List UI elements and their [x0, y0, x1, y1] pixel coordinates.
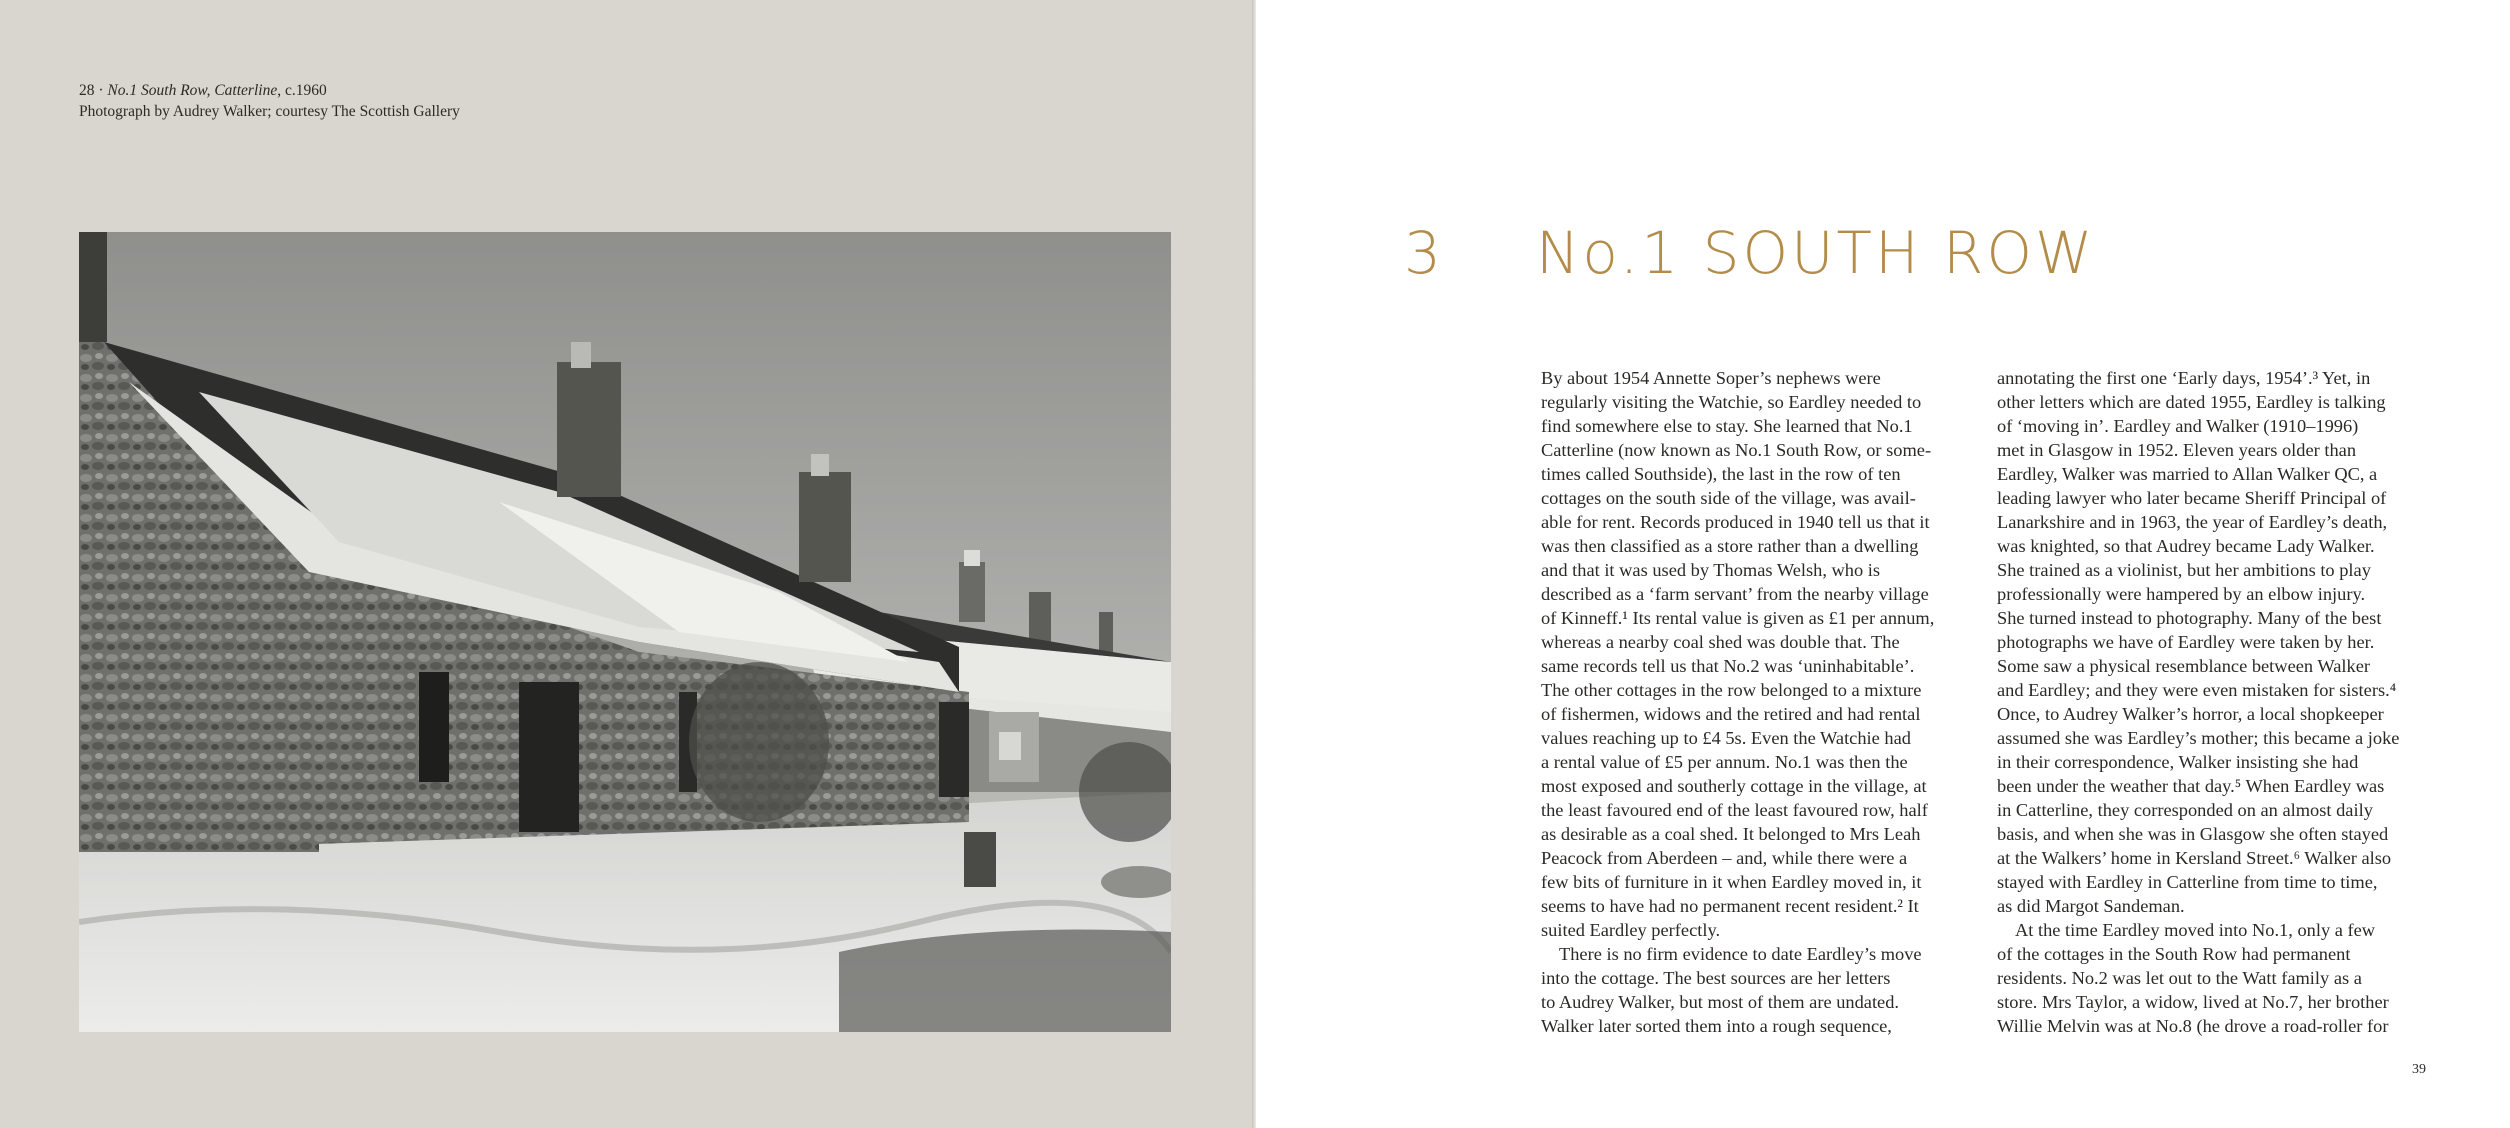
- text-line: in their correspondence, Walker insisting she had: [1997, 752, 2359, 772]
- text-line: photographs we have of Eardley were taken by her.: [1997, 632, 2375, 652]
- text-line: Once, to Audrey Walker’s horror, a local shopkeeper: [1997, 704, 2384, 724]
- text-line: At the time Eardley moved into No.1, only a few: [2015, 920, 2376, 940]
- text-line: cottages on the south side of the village, was avail-: [1541, 488, 1916, 508]
- text-line: of Kinneff.¹ Its rental value is given as £1 per annum,: [1541, 608, 1935, 628]
- text-line: described as a ‘farm servant’ from the nearby village: [1541, 584, 1929, 604]
- text-line: to Audrey Walker, but most of them are undated.: [1541, 992, 1900, 1012]
- text-line: the least favoured end of the least favoured row, half: [1541, 800, 1928, 820]
- text-line: Peacock from Aberdeen – and, while there were a: [1541, 848, 1908, 868]
- caption-title: No.1 South Row, Catterline: [107, 82, 278, 99]
- text-line: of ‘moving in’. Eardley and Walker (1910–1996): [1997, 416, 2359, 436]
- text-line: and Eardley; and they were even mistaken for sisters.⁴: [1997, 680, 2397, 700]
- text-line: basis, and when she was in Glasgow she often stayed: [1997, 824, 2389, 844]
- text-line: Walker later sorted them into a rough sequence,: [1541, 1016, 1892, 1036]
- text-line: was then classified as a store rather than a dwelling: [1541, 536, 1919, 556]
- text-line: into the cottage. The best sources are her letters: [1541, 968, 1891, 988]
- text-line: other letters which are dated 1955, Eardley is talking: [1997, 392, 2386, 412]
- text-line: met in Glasgow in 1952. Eleven years older than: [1997, 440, 2357, 460]
- chapter-title: No.1 SOUTH ROW: [1536, 219, 2096, 287]
- body-column-2: [1997, 366, 2423, 1038]
- text-line: Some saw a physical resemblance between Walker: [1997, 656, 2371, 676]
- body-column-1: [1541, 366, 1967, 1038]
- caption-separator: ·: [98, 82, 104, 99]
- figure-number: 28: [79, 82, 95, 99]
- text-line: store. Mrs Taylor, a widow, lived at No.7, her brother: [1997, 992, 2389, 1012]
- text-line: as did Margot Sandeman.: [1997, 896, 2185, 916]
- text-line: There is no firm evidence to date Eardley’s move: [1559, 944, 1922, 964]
- text-line: at the Walkers’ home in Kersland Street.⁶ Walker also: [1997, 848, 2392, 868]
- text-line: The other cottages in the row belonged to a mixture: [1541, 680, 1922, 700]
- text-line: residents. No.2 was let out to the Watt family as a: [1997, 968, 2362, 988]
- text-line: able for rent. Records produced in 1940 tell us that it: [1541, 512, 1930, 532]
- text-line: been under the weather that day.⁵ When Eardley was: [1997, 776, 2385, 796]
- text-line: same records tell us that No.2 was ‘uninhabitable’.: [1541, 656, 1915, 676]
- text-line: of fishermen, widows and the retired and had rental: [1541, 704, 1921, 724]
- text-line: as desirable as a coal shed. It belonged to Mrs Leah: [1541, 824, 1921, 844]
- text-line: find somewhere else to stay. She learned that No.1: [1541, 416, 1913, 436]
- text-line: annotating the first one ‘Early days, 1954’.³ Yet, in: [1997, 368, 2371, 388]
- text-line: whereas a nearby coal shed was double that. The: [1541, 632, 1900, 652]
- caption-date: , c.1960: [277, 82, 327, 99]
- text-line: regularly visiting the Watchie, so Eardley needed to: [1541, 392, 1922, 412]
- figure-caption: [79, 80, 460, 122]
- text-line: stayed with Eardley in Catterline from time to time,: [1997, 872, 2378, 892]
- left-page: [0, 0, 1252, 1128]
- text-line: Willie Melvin was at No.8 (he drove a road-roller for: [1997, 1016, 2389, 1036]
- text-line: values reaching up to £4 5s. Even the Watchie had: [1541, 728, 1911, 748]
- text-line: assumed she was Eardley’s mother; this became a joke: [1997, 728, 2400, 748]
- text-line: Eardley, Walker was married to Allan Walker QC, a: [1997, 464, 2378, 484]
- cottage-photograph: [79, 232, 1171, 1032]
- text-line: few bits of furniture in it when Eardley moved in, it: [1541, 872, 1922, 892]
- text-line: of the cottages in the South Row had permanent: [1997, 944, 2351, 964]
- caption-title-line: [79, 80, 460, 101]
- text-line: She turned instead to photography. Many of the best: [1997, 608, 2382, 628]
- text-line: times called Southside), the last in the row of ten: [1541, 464, 1901, 484]
- chapter-number: 3: [1404, 219, 1442, 287]
- text-line: most exposed and southerly cottage in the village, at: [1541, 776, 1927, 796]
- page-number: 39: [2412, 1062, 2426, 1077]
- text-line: professionally were hampered by an elbow injury.: [1997, 584, 2366, 604]
- text-line: suited Eardley perfectly.: [1541, 920, 1721, 940]
- caption-credit: Photograph by Audrey Walker; courtesy The Scottish Gallery: [79, 103, 460, 120]
- text-line: was knighted, so that Audrey became Lady Walker.: [1997, 536, 2375, 556]
- text-line: a rental value of £5 per annum. No.1 was then the: [1541, 752, 1908, 772]
- text-line: Catterline (now known as No.1 South Row, or some-: [1541, 440, 1932, 460]
- text-line: in Catterline, they corresponded on an almost daily: [1997, 800, 2373, 820]
- text-line: and that it was used by Thomas Welsh, who is: [1541, 560, 1881, 580]
- text-line: Lanarkshire and in 1963, the year of Eardley’s death,: [1997, 512, 2388, 532]
- text-line: She trained as a violinist, but her ambitions to play: [1997, 560, 2371, 580]
- text-line: seems to have had no permanent recent resident.² It: [1541, 896, 1919, 916]
- text-line: By about 1954 Annette Soper’s nephews were: [1541, 368, 1881, 388]
- text-line: leading lawyer who later became Sheriff Principal of: [1997, 488, 2387, 508]
